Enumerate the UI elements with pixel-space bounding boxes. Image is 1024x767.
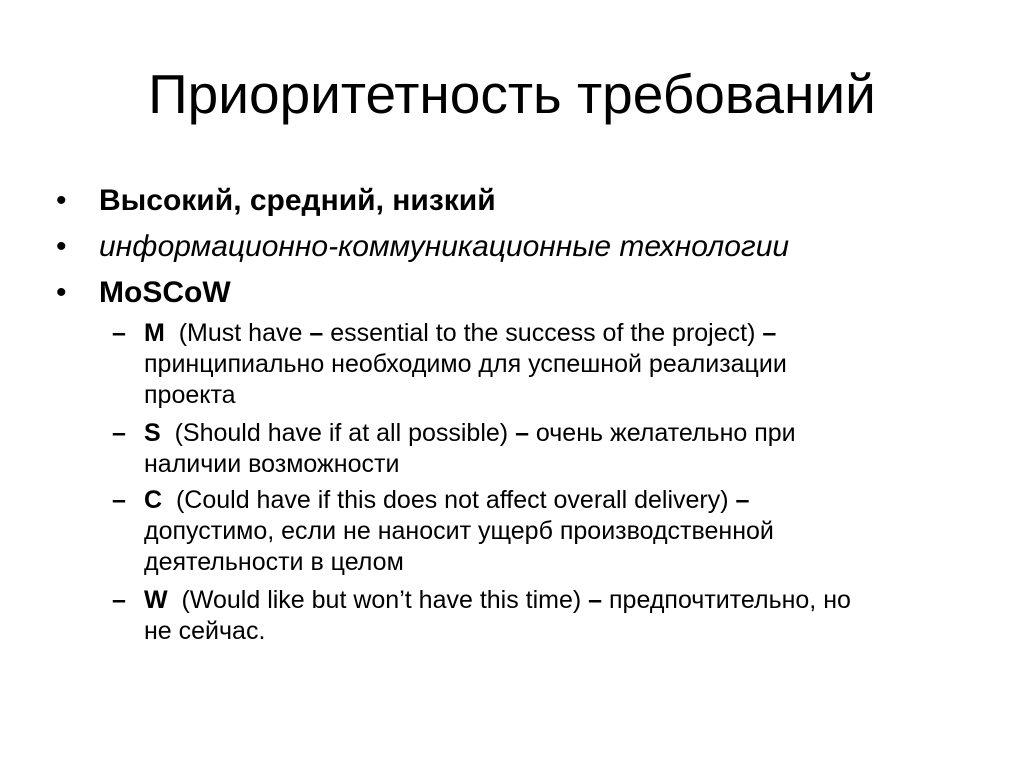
dash-marker: – [112,486,126,514]
moscow-russian-line: допустимо, если не наносит ущерб производственной [144,517,774,545]
bullet-marker: • [56,184,67,217]
moscow-separator: – [588,586,603,614]
moscow-russian-line: проекта [144,381,236,409]
dash-marker: – [112,419,126,447]
moscow-separator: – [735,486,750,514]
moscow-english: (Would like but won’t have this time) [181,586,589,614]
moscow-english: (Could have if this does not affect overall delivery) [175,486,736,514]
moscow-english: (Should have if at all possible) [174,419,516,447]
dash-marker: – [112,586,126,614]
moscow-letter: C [144,486,163,514]
dash-marker: – [112,319,126,347]
moscow-russian-line: деятельности в целом [144,548,404,576]
moscow-english-rest: essential to the success of the project) [323,319,763,347]
moscow-russian-line: наличии возможности [144,450,400,478]
moscow-russian: очень желательно при [528,419,796,447]
moscow-english-dash: – [309,319,324,347]
moscow-english: (Must have [178,319,310,347]
moscow-russian: предпочтительно, но [602,586,851,614]
bullet-text: MoSCoW [99,276,231,309]
moscow-separator: – [762,319,777,347]
moscow-letter: S [144,419,161,447]
moscow-letter: W [144,586,168,614]
bullet-text: Высокий, средний, низкий [99,184,496,217]
bullet-marker: • [56,230,67,263]
moscow-letter: M [144,319,165,347]
slide-title: Приоритетность требований [148,63,876,125]
moscow-russian-line: принципиально необходимо для успешной реализации [144,350,787,378]
moscow-separator: – [515,419,529,447]
bullet-text: информационно-коммуникационные технологии [99,230,790,263]
moscow-russian-line: не сейчас. [144,617,266,645]
bullet-marker: • [56,276,67,309]
